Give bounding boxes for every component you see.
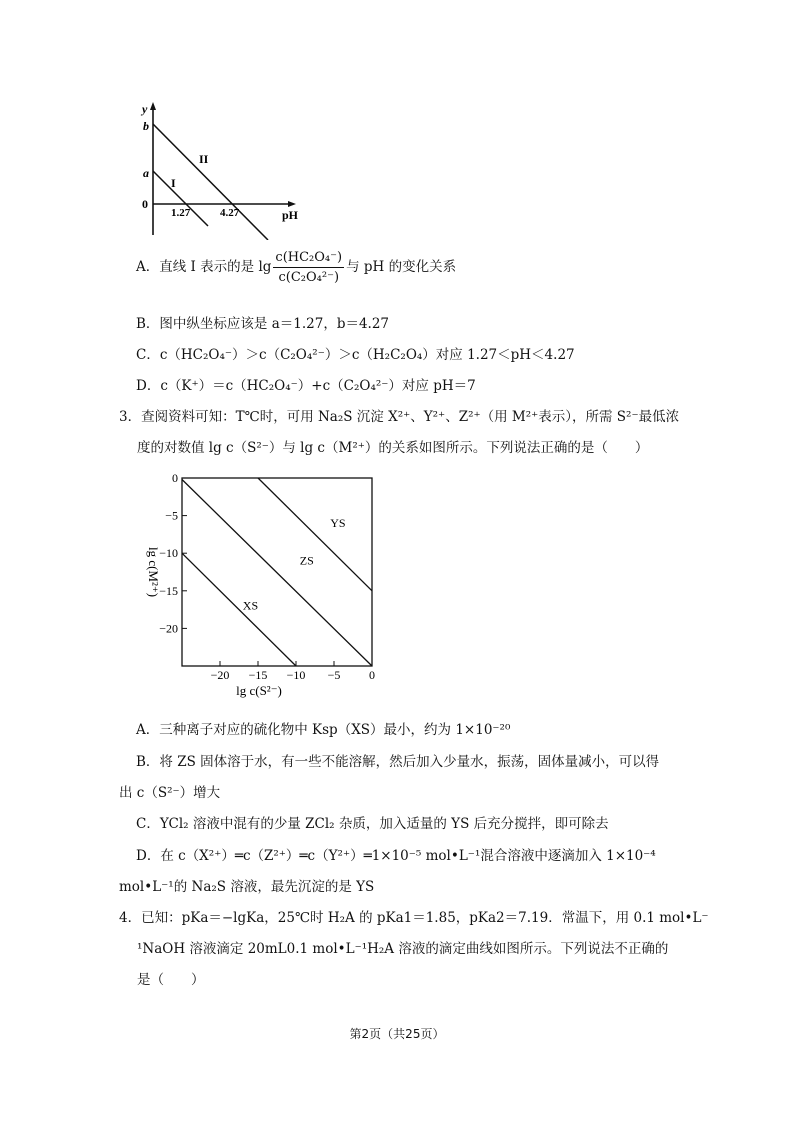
chart1-tick-2: 4.27	[220, 207, 240, 219]
chart1-plot	[140, 100, 310, 240]
chart2-x-tick-label: −15	[248, 668, 268, 682]
q3-stem-line2: 度的对数值 lg c（S²⁻）与 lg c（M²⁺）的关系如图所示。下列说法正确的是（ ）	[137, 440, 649, 456]
chart2-label-ys: YS	[330, 515, 346, 530]
page-footer: 第2页（共25页）	[349, 1027, 445, 1041]
q3-option-b-line1: B．将 ZS 固体溶于水，有一些不能溶解，然后加入少量水，振荡，固体量减小，可以得	[136, 754, 660, 770]
chart2-x-tick-label: −5	[327, 668, 341, 682]
q3-option-a: A．三种离子对应的硫化物中 Ksp（XS）最小，约为 1×10⁻²⁰	[136, 722, 511, 738]
chart2-label-zs: ZS	[299, 553, 314, 568]
q2-option-b: B．图中纵坐标应该是 a＝1.27，b＝4.27	[136, 316, 390, 332]
chart1-label-II: II	[199, 152, 209, 166]
q3-option-d-line1: D．在 c（X²⁺）═c（Z²⁺）═c（Y²⁺）═1×10⁻⁵ mol•L⁻¹混合溶液中逐滴加入 1×10⁻⁴	[136, 848, 656, 864]
chart2-x-tick-label: −10	[286, 668, 306, 682]
chart1-y-arrow	[150, 102, 156, 110]
chart2-line-ys	[258, 478, 372, 591]
q2-option-a-denominator: c(C₂O₄²⁻)	[278, 270, 340, 285]
chart1-label-I: I	[171, 176, 176, 190]
chart2-y-tick-label: −10	[159, 546, 178, 561]
q2-option-a	[136, 250, 456, 285]
chart1-y-label: y	[142, 102, 148, 116]
chart2-y-tick-label: −15	[159, 583, 178, 598]
chart2-x-tick-label: 0	[369, 668, 375, 682]
chart1-tick-1: 1.27	[171, 207, 191, 219]
q2-option-a-prefix: A．直线 I 表示的是 lg	[136, 259, 272, 275]
chart2-line-xs	[182, 553, 296, 666]
chart1-x-label: pH	[282, 208, 299, 222]
chart1-mark-a: a	[143, 166, 149, 180]
q2-option-a-fraction	[273, 250, 344, 285]
q4-stem-line2: ¹NaOH 溶液滴定 20mL0.1 mol•L⁻¹H₂A 溶液的滴定曲线如图所示。下列说法不正确的	[137, 941, 669, 957]
q2-option-c: C．c（HC₂O₄⁻）＞c（C₂O₄²⁻）＞c（H₂C₂O₄）对应 1.27＜pH＜4.27	[136, 347, 575, 363]
q3-option-c: C．YCl₂ 溶液中混有的少量 ZCl₂ 杂质，加入适量的 YS 后充分搅拌，即可除去	[136, 816, 609, 832]
q2-option-a-numerator: c(HC₂O₄⁻)	[273, 250, 344, 268]
chart2-plot	[135, 470, 385, 705]
chart2-x-tick-label: −20	[210, 668, 230, 682]
chart2-y-tick-label: −5	[165, 508, 178, 523]
chart2-y-tick-label: −20	[159, 621, 178, 636]
chart1-x-arrow	[288, 201, 296, 207]
q2-option-a-suffix: 与 pH 的变化关系	[346, 259, 457, 275]
chart2-y-tick-label: 0	[172, 471, 178, 485]
q3-stem-line1: 3．查阅资料可知：T℃时，可用 Na₂S 沉淀 X²⁺、Y²⁺、Z²⁺（用 M²⁺表示），所需 S²⁻最低浓	[119, 409, 680, 425]
chart2-line-zs	[182, 480, 372, 666]
q3-option-b-line2: 出 c（S²⁻）增大	[119, 785, 221, 801]
q3-option-d-line2: mol•L⁻¹的 Na₂S 溶液，最先沉淀的是 YS	[119, 879, 375, 895]
chart1-origin: 0	[142, 197, 148, 211]
q4-stem-line3: 是（ ）	[137, 972, 205, 988]
chart1-mark-b: b	[143, 119, 149, 133]
chart2-y-label: lg c(M²⁺)	[146, 546, 161, 598]
chart2-x-label: lg c(S²⁻)	[236, 683, 282, 698]
chart2-label-xs: XS	[242, 598, 259, 613]
q2-option-d: D．c（K⁺）＝c（HC₂O₄⁻）+c（C₂O₄²⁻）对应 pH＝7	[136, 378, 476, 394]
q4-stem-line1: 4．已知：pKa＝−lgKa，25℃时 H₂A 的 pKa1＝1.85，pKa2＝7.19．常温下，用 0.1 mol•L⁻	[119, 910, 709, 926]
